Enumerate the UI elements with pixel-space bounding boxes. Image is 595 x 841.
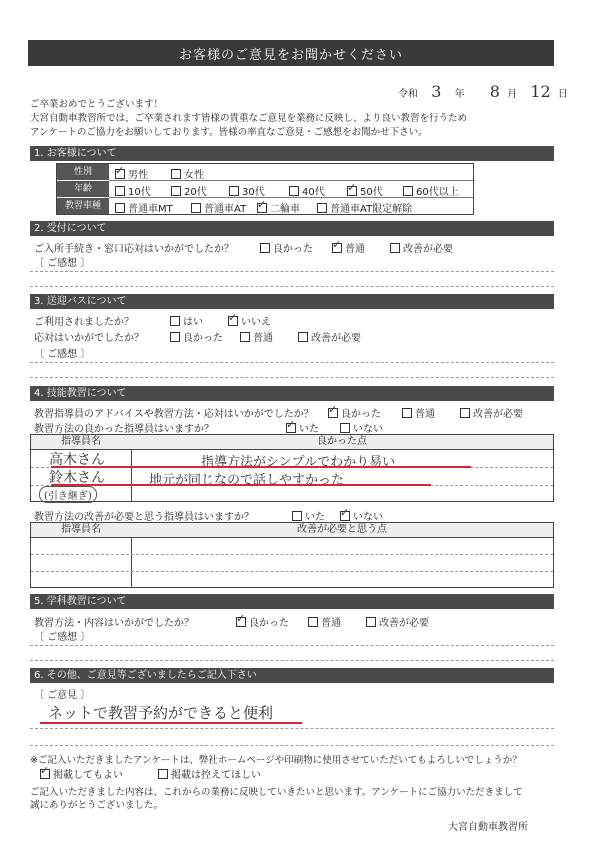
classroom-comment-label: 〔 ご感想 〕 <box>34 632 91 643</box>
comment-line <box>30 645 554 646</box>
month-label: 月 <box>507 89 518 100</box>
checkbox-icon[interactable] <box>340 423 350 433</box>
reception-option[interactable]: 良かった <box>260 240 313 255</box>
improve-instructor-option[interactable]: いた <box>292 508 325 523</box>
opinion-label: 〔 ご意見 〕 <box>34 690 91 701</box>
bus-service-question: 応対はいかがでしたか？ <box>34 333 144 344</box>
checkbox-icon[interactable] <box>115 203 125 213</box>
course-label: 教習車種 <box>57 198 109 214</box>
footer-school-name: 大宮自動車教習所 <box>448 822 528 833</box>
reception-option[interactable]: ✓ 普通 <box>332 240 365 255</box>
instructor-name: 高木さん <box>49 452 105 468</box>
checkbox-icon[interactable] <box>240 332 250 342</box>
year-handwritten: 3 <box>431 82 442 101</box>
checkbox-icon[interactable] <box>308 617 318 627</box>
checkbox-icon[interactable] <box>171 169 181 179</box>
intro-text: ご卒業おめでとうございます！ 大宮自動車教習所では、ご卒業されます皆様の貴重なご意見を業務に反映し、より良い教習を行うため アンケートのご協力をお願いしております。皆様の率直なご意見・ご感想をお聞かせ下さい。 <box>30 99 468 138</box>
consent-question: ※ご記入いただきましたアンケートは、弊社ホームページや印刷物に使用させていただいてもよろしいでしょうか？ <box>30 755 522 766</box>
improve-instructor-option[interactable]: ✓ いない <box>340 508 383 523</box>
checkbox-icon[interactable] <box>228 316 238 326</box>
instructor-good-point: 地元が同じなので話しやすかった <box>149 473 345 488</box>
good-instructor-option[interactable]: ✓ いた <box>286 420 319 435</box>
comment-line <box>30 377 554 378</box>
age-option[interactable]: 60代以上 <box>403 183 459 198</box>
checkbox-icon[interactable] <box>236 617 246 627</box>
age-option[interactable]: 30代 <box>229 183 265 198</box>
instructor-good-point: 指導方法がシンプルでわかり易い <box>201 455 396 470</box>
gender-option[interactable]: ✓男性 <box>115 166 148 181</box>
checkbox-icon[interactable] <box>340 511 350 521</box>
checkbox-icon[interactable] <box>286 423 296 433</box>
comment-line <box>30 286 554 287</box>
bus-usage-question: ご利用されましたか？ <box>34 317 134 328</box>
comment-line <box>30 271 554 272</box>
course-option[interactable]: 普通車MT <box>115 200 173 215</box>
age-option[interactable]: 10代 <box>115 183 151 198</box>
checkbox-icon[interactable] <box>115 186 125 196</box>
section-5-header: 5. 学科教習について <box>30 594 554 609</box>
section-4-header: 4. 技能教習について <box>30 386 554 401</box>
section-2-header: 2. 受付について <box>30 221 554 236</box>
section-3-header: 3. 送迎バスについて <box>30 294 554 309</box>
classroom-option[interactable]: ✓ 良かった <box>236 614 289 629</box>
checkbox-icon[interactable] <box>403 186 413 196</box>
era: 令和 <box>398 89 418 100</box>
checkbox-icon[interactable] <box>229 186 239 196</box>
section-6-header: 6. その他、ご意見等ございましたらご記入下さい <box>30 668 554 683</box>
checkbox-icon[interactable] <box>366 617 376 627</box>
good-instructor-question: 教習方法の良かった指導員はいますか？ <box>34 424 214 435</box>
instructor-name: 鈴木さん <box>49 470 105 486</box>
comment-line <box>30 660 554 661</box>
checkbox-icon[interactable] <box>298 332 308 342</box>
form-title: お客様のご意見をお聞かせください <box>28 40 554 66</box>
comment-line <box>30 362 554 363</box>
day-handwritten: 12 <box>530 82 551 101</box>
red-underline <box>51 466 471 468</box>
checkbox-icon[interactable] <box>158 769 168 779</box>
table-header-name: 指導員名 <box>31 523 132 538</box>
red-underline <box>51 484 431 486</box>
bus-comment-label: 〔 ご感想 〕 <box>34 349 91 360</box>
customer-info-table <box>56 163 474 215</box>
course-option[interactable]: 普通車AT限定解除 <box>317 200 412 215</box>
consent-option[interactable]: ✓掲載してもよい <box>40 766 123 781</box>
closing-text: ご記入いただきました内容は、これからの業務に反映していきたいと思います。アンケートにご協力いただきまして 誠にありがとうございました。 <box>30 787 523 811</box>
checkbox-icon[interactable] <box>40 769 50 779</box>
reception-option[interactable]: 改善が必要 <box>390 240 453 255</box>
opinion-answer: ネットで教習予約ができると便利 <box>48 704 274 722</box>
bus-service-option[interactable]: 改善が必要 <box>298 329 361 344</box>
bus-usage-option[interactable]: ✓ いいえ <box>228 313 271 328</box>
checkbox-icon[interactable] <box>317 203 327 213</box>
improve-instructor-table <box>30 522 554 588</box>
skill-advice-option[interactable]: ✓ 良かった <box>328 405 381 420</box>
checkbox-icon[interactable] <box>347 186 357 196</box>
bus-service-option[interactable]: 普通 <box>240 329 273 344</box>
checkbox-icon[interactable] <box>257 203 267 213</box>
year-label: 年 <box>454 89 465 100</box>
checkbox-icon[interactable] <box>402 408 412 418</box>
section-1-header: 1. お客様について <box>30 146 554 161</box>
checkbox-icon[interactable] <box>260 243 270 253</box>
checkbox-icon[interactable] <box>289 186 299 196</box>
checkbox-icon[interactable] <box>170 332 180 342</box>
checkbox-icon[interactable] <box>170 316 180 326</box>
table-header-name: 指導員名 <box>31 435 132 450</box>
age-option[interactable]: 40代 <box>289 183 325 198</box>
checkbox-icon[interactable] <box>115 169 125 179</box>
month-handwritten: 8 <box>489 82 500 101</box>
consent-option[interactable]: 掲載は控えてほしい <box>158 766 261 781</box>
table-header-point: 良かった点 <box>131 435 553 450</box>
reception-question: ご入所手続き・窓口応対はいかがでしたか？ <box>34 244 234 255</box>
day-label: 日 <box>557 89 568 100</box>
gender-option[interactable]: 女性 <box>171 166 204 181</box>
instructor-name-note: (引き継ぎ) <box>39 486 97 503</box>
skill-advice-option[interactable]: 改善が必要 <box>460 405 523 420</box>
checkbox-icon[interactable] <box>460 408 470 418</box>
classroom-option[interactable]: 普通 <box>308 614 341 629</box>
checkbox-icon[interactable] <box>328 408 338 418</box>
gender-label: 性別 <box>57 164 109 180</box>
checkbox-icon[interactable] <box>171 186 181 196</box>
classroom-question: 教習方法・内容はいかがでしたか？ <box>34 618 194 629</box>
age-option[interactable]: ✓ 50代 <box>347 183 383 198</box>
red-underline <box>40 722 302 724</box>
skill-advice-question: 教習指導員のアドバイスや教習方法・応対はいかがでしたか？ <box>34 409 314 420</box>
checkbox-icon[interactable] <box>292 511 302 521</box>
age-label: 年齢 <box>57 181 109 197</box>
checkbox-icon[interactable] <box>191 203 201 213</box>
checkbox-icon[interactable] <box>332 243 342 253</box>
classroom-option[interactable]: 改善が必要 <box>366 614 429 629</box>
bus-usage-option[interactable]: はい <box>170 313 203 328</box>
good-instructor-table <box>30 434 554 502</box>
checkbox-icon[interactable] <box>390 243 400 253</box>
improve-instructor-question: 教習方法の改善が必要と思う指導員はいますか？ <box>34 512 254 523</box>
comment-line <box>30 745 554 746</box>
bus-service-option[interactable]: 良かった <box>170 329 223 344</box>
good-instructor-option[interactable]: いない <box>340 420 383 435</box>
reception-comment-label: 〔 ご感想 〕 <box>34 258 91 269</box>
course-option[interactable]: 普通車AT <box>191 200 246 215</box>
comment-line <box>30 728 554 729</box>
course-option[interactable]: ✓ 二輪車 <box>257 200 300 215</box>
skill-advice-option[interactable]: 普通 <box>402 405 435 420</box>
table-header-point: 改善が必要と思う点 <box>131 523 553 538</box>
age-option[interactable]: 20代 <box>171 183 207 198</box>
